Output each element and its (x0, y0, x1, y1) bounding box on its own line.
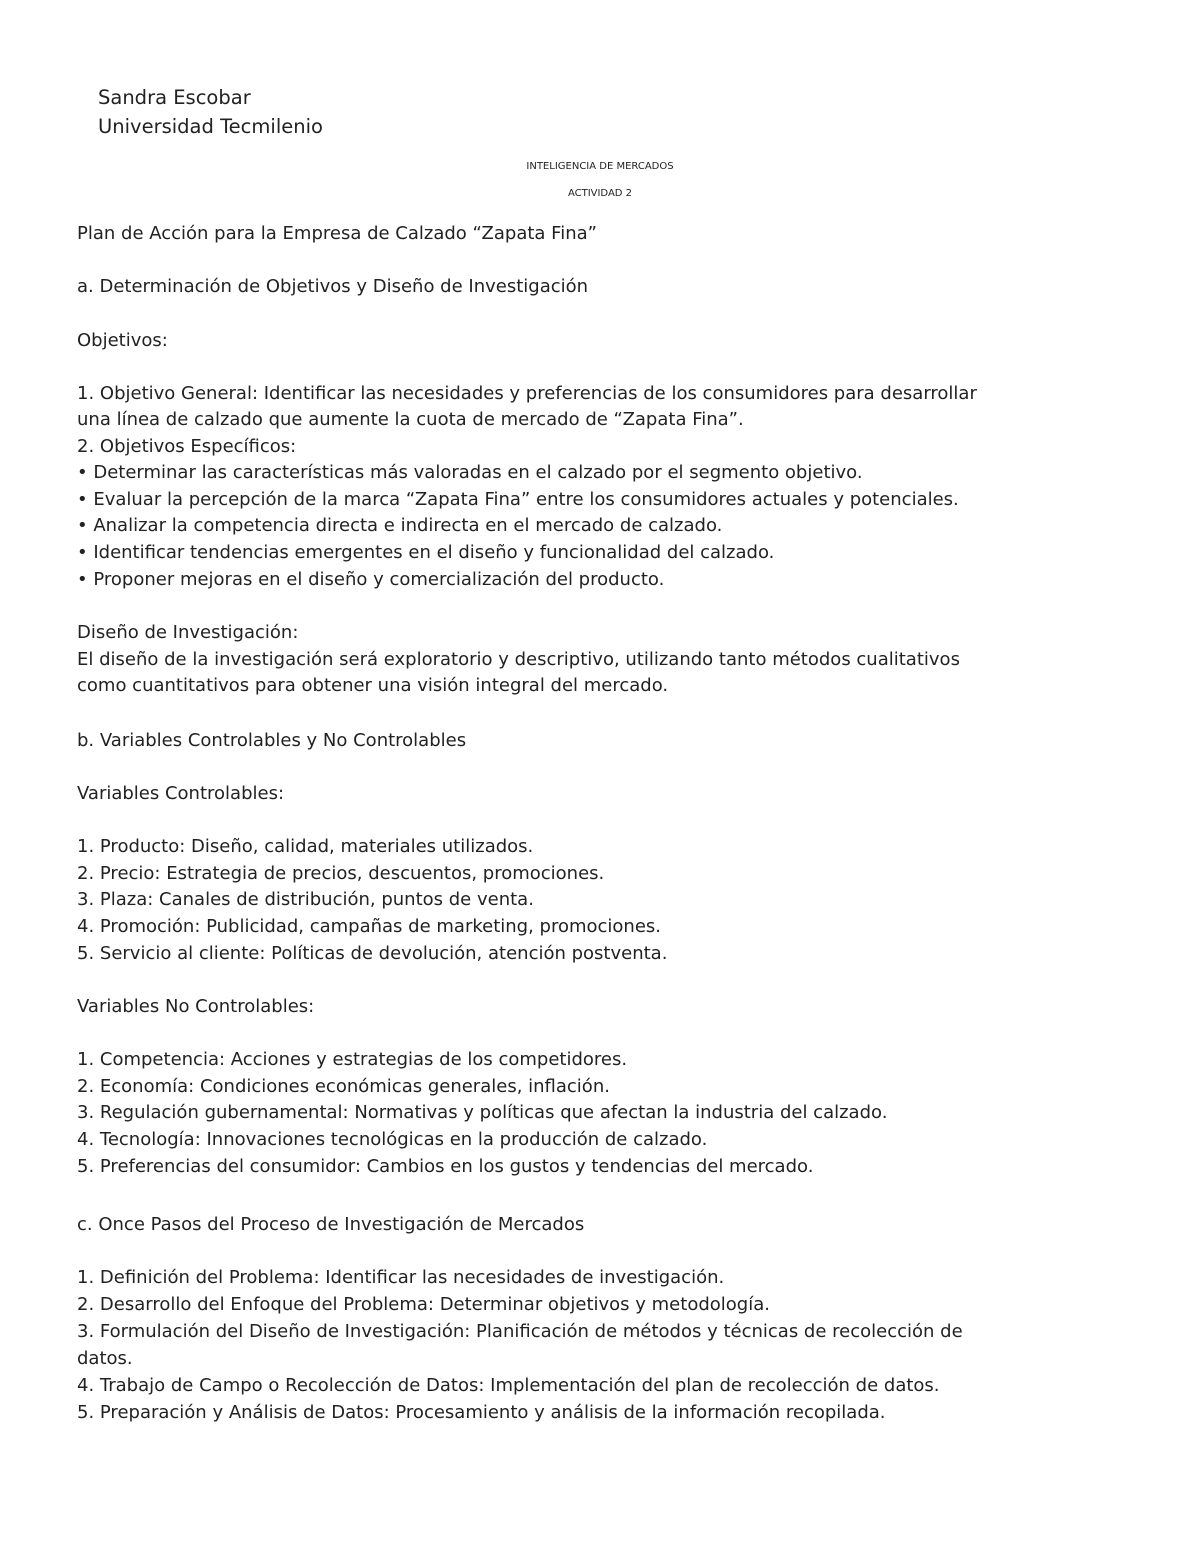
uncontrollable-variable-item: 4. Tecnología: Innovaciones tecnológicas en la producción de calzado. (77, 1129, 708, 1150)
objectives-label: Objetivos: (77, 330, 168, 351)
research-step-item: 1. Definición del Problema: Identificar las necesidades de investigación. (77, 1267, 725, 1288)
uncontrollable-variable-item: 3. Regulación gubernamental: Normativas y políticas que afectan la industria del calzado. (77, 1102, 888, 1123)
general-objective-line: 1. Objetivo General: Identificar las necesidades y preferencias de los consumidores para desarrollar (77, 383, 977, 404)
research-step-item: 4. Trabajo de Campo o Recolección de Datos: Implementación del plan de recolección de datos. (77, 1375, 940, 1396)
research-step-item: 5. Preparación y Análisis de Datos: Procesamiento y análisis de la información recopilada. (77, 1402, 886, 1423)
activity-title: ACTIVIDAD 2 (567, 188, 633, 199)
research-design-line: como cuantitativos para obtener una visión integral del mercado. (77, 675, 669, 696)
specific-objective-item: • Evaluar la percepción de la marca “Zapata Fina” entre los consumidores actuales y potenciales. (77, 489, 959, 510)
general-objective-line: una línea de calzado que aumente la cuota de mercado de “Zapata Fina”. (77, 409, 744, 430)
course-title: INTELIGENCIA DE MERCADOS (526, 161, 674, 172)
institution-name: Universidad Tecmilenio (98, 115, 323, 138)
uncontrollable-variable-item: 5. Preferencias del consumidor: Cambios en los gustos y tendencias del mercado. (77, 1156, 814, 1177)
author-name: Sandra Escobar (98, 86, 251, 109)
research-step-item: 2. Desarrollo del Enfoque del Problema: Determinar objetivos y metodología. (77, 1294, 770, 1315)
uncontrollable-variable-item: 1. Competencia: Acciones y estrategias de los competidores. (77, 1049, 628, 1070)
specific-objective-item: • Identificar tendencias emergentes en el diseño y funcionalidad del calzado. (77, 542, 775, 563)
section-a-heading: a. Determinación de Objetivos y Diseño de Investigación (77, 276, 589, 297)
specific-objectives-label: 2. Objetivos Específicos: (77, 436, 297, 457)
research-design-label: Diseño de Investigación: (77, 622, 299, 643)
research-step-item: 3. Formulación del Diseño de Investigación: Planificación de métodos y técnicas de recolección de (77, 1321, 963, 1342)
uncontrollable-variable-item: 2. Economía: Condiciones económicas generales, inflación. (77, 1076, 610, 1097)
controllable-variable-item: 4. Promoción: Publicidad, campañas de marketing, promociones. (77, 916, 662, 937)
controllable-variable-item: 1. Producto: Diseño, calidad, materiales utilizados. (77, 836, 534, 857)
specific-objective-item: • Determinar las características más valoradas en el calzado por el segmento objetivo. (77, 462, 863, 483)
uncontrollable-variables-label: Variables No Controlables: (77, 996, 315, 1017)
specific-objective-item: • Proponer mejoras en el diseño y comercialización del producto. (77, 569, 665, 590)
controllable-variable-item: 5. Servicio al cliente: Políticas de devolución, atención postventa. (77, 943, 668, 964)
section-c-heading: c. Once Pasos del Proceso de Investigación de Mercados (77, 1214, 585, 1235)
controllable-variables-label: Variables Controlables: (77, 783, 285, 804)
section-b-heading: b. Variables Controlables y No Controlables (77, 730, 467, 751)
specific-objective-item: • Analizar la competencia directa e indirecta en el mercado de calzado. (77, 515, 723, 536)
controllable-variable-item: 3. Plaza: Canales de distribución, puntos de venta. (77, 889, 534, 910)
research-design-line: El diseño de la investigación será exploratorio y descriptivo, utilizando tanto métodos cualitativos (77, 649, 960, 670)
controllable-variable-item: 2. Precio: Estrategia de precios, descuentos, promociones. (77, 863, 605, 884)
document-title: Plan de Acción para la Empresa de Calzado “Zapata Fina” (77, 223, 597, 244)
research-step-item: datos. (77, 1348, 133, 1369)
